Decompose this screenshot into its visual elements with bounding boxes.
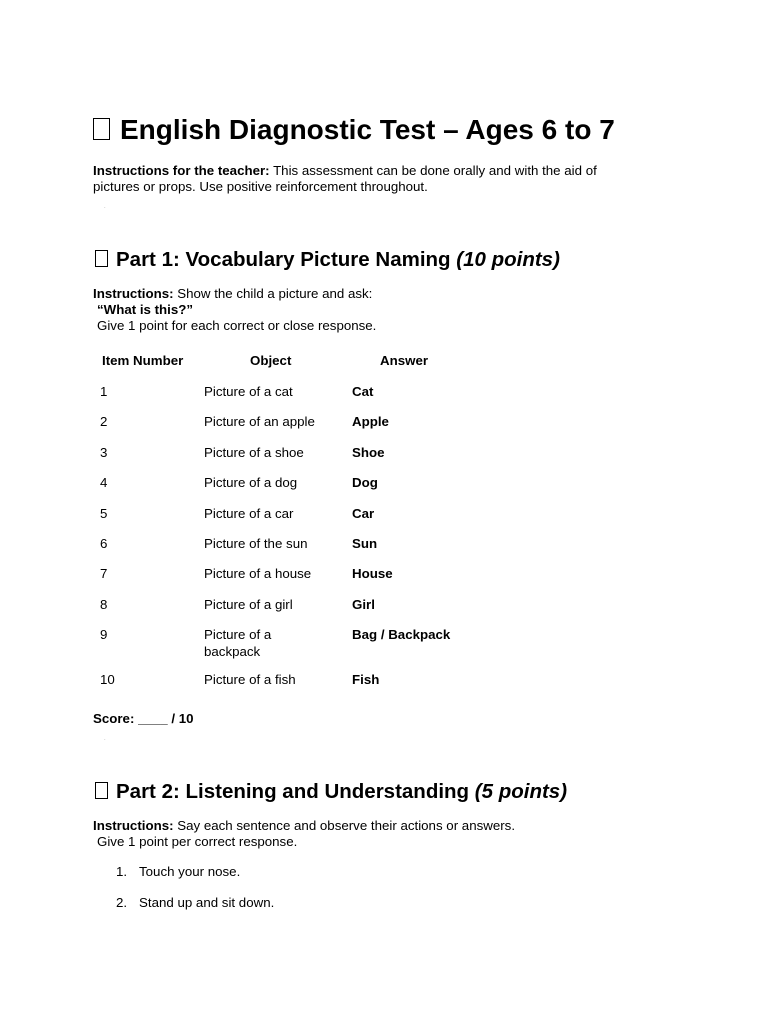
row-number: 9 <box>100 627 108 642</box>
part1-heading-text: Part 1: Vocabulary Picture Naming <box>116 248 451 271</box>
row-answer: Bag / Backpack <box>352 627 451 642</box>
row-number: 1 <box>100 384 108 399</box>
row-object: Picture of a girl <box>204 597 293 612</box>
row-number: 6 <box>100 536 108 551</box>
row-object: Picture of an apple <box>204 414 315 429</box>
row-object: Picture of a cat <box>204 384 293 399</box>
part1-score: Score: ____ / 10 <box>93 711 194 726</box>
list-item-marker: 2. <box>116 895 128 910</box>
part2-instructions <box>93 818 693 850</box>
part2-points: (5 points) <box>474 780 568 803</box>
part1-question: “What is this?” <box>97 302 194 317</box>
row-object-line2: backpack <box>204 644 261 659</box>
part1-points: (10 points) <box>456 248 560 271</box>
part2-instructions-text: Say each sentence and observe their actions or answers. <box>177 818 516 833</box>
row-object: Picture of a dog <box>204 475 298 490</box>
page-title <box>93 114 615 146</box>
row-number: 3 <box>100 445 108 460</box>
row-object: Picture of a house <box>204 566 312 581</box>
page-title-text: English Diagnostic Test – Ages 6 to 7 <box>120 114 615 145</box>
table-header-object: Object <box>250 353 292 368</box>
separator-dot: . <box>104 736 106 742</box>
list-item-text: Touch your nose. <box>139 864 241 879</box>
checkbox-glyph-icon <box>93 118 110 140</box>
separator-dot: . <box>104 204 106 210</box>
table-header-answer: Answer <box>380 353 429 368</box>
row-answer: Car <box>352 506 375 521</box>
row-number: 5 <box>100 506 108 521</box>
part1-heading <box>95 248 560 272</box>
row-answer: Dog <box>352 475 378 490</box>
list-item-marker: 1. <box>116 864 128 879</box>
row-object: Picture of the sun <box>204 536 308 551</box>
teacher-instructions-line2: pictures or props. Use positive reinforcement throughout. <box>93 179 428 194</box>
table-header-item-number: Item Number <box>102 353 184 368</box>
part1-instructions-text: Show the child a picture and ask: <box>177 286 373 301</box>
part1-instructions <box>93 286 693 334</box>
part1-instructions-label: Instructions: <box>93 286 174 301</box>
teacher-instructions-line1: This assessment can be done orally and with the aid of <box>273 163 597 178</box>
checkbox-glyph-icon <box>95 250 108 267</box>
row-object: Picture of a shoe <box>204 445 304 460</box>
list-item-text: Stand up and sit down. <box>139 895 275 910</box>
teacher-instructions <box>93 163 693 195</box>
row-number: 4 <box>100 475 108 490</box>
row-number: 10 <box>100 672 115 687</box>
row-answer: Fish <box>352 672 380 687</box>
row-answer: Girl <box>352 597 375 612</box>
row-answer: Cat <box>352 384 374 399</box>
row-number: 8 <box>100 597 108 612</box>
row-answer: Apple <box>352 414 389 429</box>
checkbox-glyph-icon <box>95 782 108 799</box>
part2-heading <box>95 780 567 804</box>
row-object: Picture of a car <box>204 506 294 521</box>
part2-scoring-note: Give 1 point per correct response. <box>97 834 298 849</box>
part2-instructions-label: Instructions: <box>93 818 174 833</box>
part1-scoring-note: Give 1 point for each correct or close response. <box>97 318 377 333</box>
row-answer: Shoe <box>352 445 385 460</box>
part2-heading-text: Part 2: Listening and Understanding <box>116 780 470 803</box>
row-object: Picture of a fish <box>204 672 296 687</box>
row-object <box>204 626 271 660</box>
row-number: 7 <box>100 566 108 581</box>
row-object-line1: Picture of a <box>204 627 272 642</box>
teacher-instructions-label: Instructions for the teacher: <box>93 163 270 178</box>
row-number: 2 <box>100 414 108 429</box>
row-answer: Sun <box>352 536 378 551</box>
row-answer: House <box>352 566 393 581</box>
